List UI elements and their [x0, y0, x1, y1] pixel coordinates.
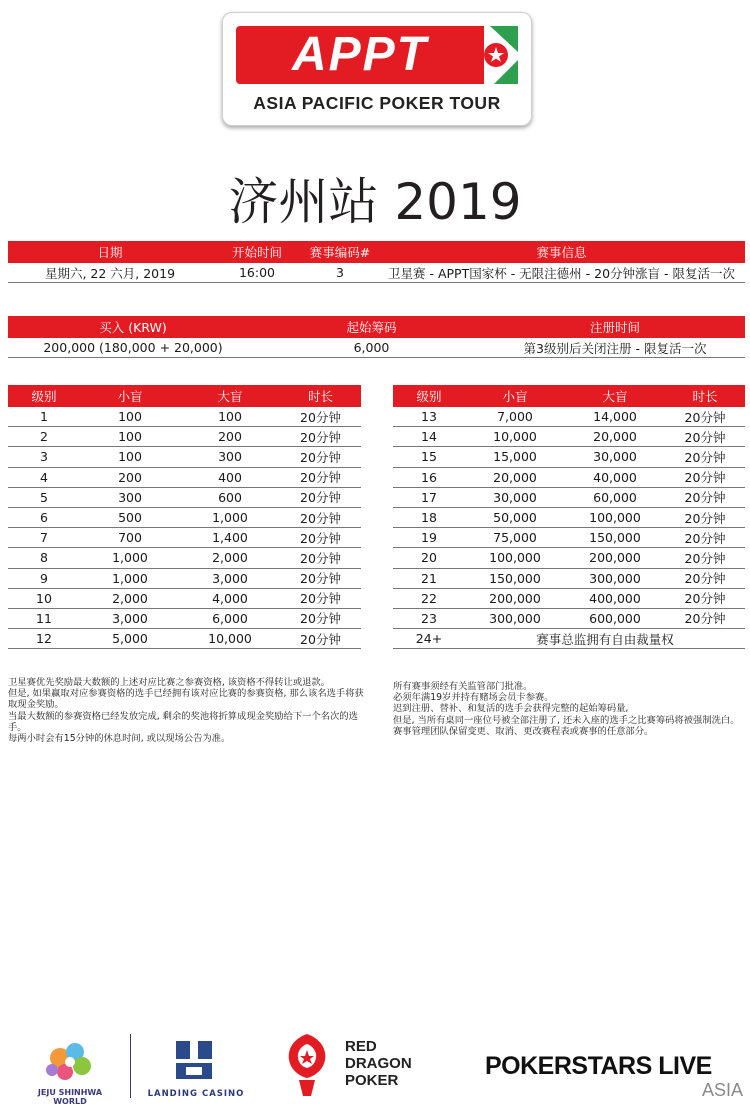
- big-blind: 150,000: [565, 528, 665, 548]
- big-blind: 200,000: [565, 548, 665, 568]
- header-big-blind: 大盲: [180, 385, 280, 407]
- buyin-value: 200,000 (180,000 + 20,000): [8, 338, 258, 358]
- level-number: 8: [8, 548, 80, 568]
- big-blind: 4,000: [180, 588, 280, 608]
- buyin-table: [8, 316, 745, 358]
- table-row: [8, 467, 361, 487]
- header-big-blind: 大盲: [565, 385, 665, 407]
- level-number: 24+: [393, 629, 465, 649]
- big-blind: 6,000: [180, 608, 280, 628]
- duration: 20分钟: [665, 548, 745, 568]
- duration: 20分钟: [665, 568, 745, 588]
- table-row: [393, 608, 745, 628]
- level-number: 19: [393, 528, 465, 548]
- duration: 20分钟: [280, 467, 361, 487]
- small-blind: 7,000: [465, 407, 565, 427]
- note-line: 必须年满19岁并持有赌场会员卡参赛。: [393, 692, 554, 704]
- header-start-time: 开始时间: [212, 241, 302, 263]
- table-row: [8, 427, 361, 447]
- notes-right: [393, 681, 748, 737]
- level-number: 4: [8, 467, 80, 487]
- table-row: [393, 427, 745, 447]
- duration: 20分钟: [280, 407, 361, 427]
- table-row: [8, 487, 361, 507]
- notes-left: [8, 677, 368, 744]
- landing-casino-logo: [140, 1035, 252, 1101]
- small-blind: 75,000: [465, 528, 565, 548]
- level-number: 16: [393, 467, 465, 487]
- big-blind: 30,000: [565, 447, 665, 467]
- event-start-time: 16:00: [212, 263, 302, 283]
- pokerstars-label: POKERSTARS LIVE: [485, 1052, 712, 1080]
- big-blind: 600,000: [565, 608, 665, 628]
- note-line: 但是, 如果赢取对应参赛资格的选手已经拥有该对应比赛的参赛资格, 那么该名选手将获取现金奖励。: [8, 688, 364, 711]
- duration: 20分钟: [665, 507, 745, 527]
- small-blind: 1,000: [80, 568, 180, 588]
- table-row: [393, 528, 745, 548]
- appt-logo-word: APPT: [291, 28, 428, 81]
- small-blind: 200,000: [465, 588, 565, 608]
- small-blind: 1,000: [80, 548, 180, 568]
- level-number: 6: [8, 507, 80, 527]
- appt-logo: [222, 12, 532, 126]
- big-blind: 2,000: [180, 548, 280, 568]
- table-row: [393, 467, 745, 487]
- levels-right-body: [393, 407, 745, 629]
- note-line: 每两小时会有15分钟的休息时间, 或以现场公告为准。: [8, 733, 231, 745]
- jeju-shinhwa-world-logo: [20, 1032, 120, 1106]
- table-row: [8, 507, 361, 527]
- landing-emblem-icon: [140, 1035, 252, 1087]
- big-blind: 40,000: [565, 467, 665, 487]
- small-blind: 30,000: [465, 487, 565, 507]
- small-blind: 50,000: [465, 507, 565, 527]
- big-blind: 20,000: [565, 427, 665, 447]
- note-line: 当最大数额的参赛资格已经发放完成, 剩余的奖池将折算成现金奖励给下一个名次的选手。: [8, 710, 358, 733]
- level-number: 21: [393, 568, 465, 588]
- note-line: 赛事管理团队保留变更、取消、更改赛程表或赛事的任意部分。: [393, 725, 654, 737]
- small-blind: 150,000: [465, 568, 565, 588]
- pokerstars-live-logo: [485, 1040, 747, 1102]
- table-row: [8, 263, 745, 283]
- header-level: 级别: [8, 385, 80, 407]
- page-title: 济州站 2019: [228, 173, 522, 231]
- duration: 20分钟: [665, 528, 745, 548]
- red-dragon-line: DRAGON: [345, 1055, 412, 1072]
- header-event-code: 赛事编码#: [302, 241, 378, 263]
- big-blind: 300,000: [565, 568, 665, 588]
- level-number: 10: [8, 588, 80, 608]
- level-number: 17: [393, 487, 465, 507]
- level-number: 20: [393, 548, 465, 568]
- big-blind: 400: [180, 467, 280, 487]
- big-blind: 14,000: [565, 407, 665, 427]
- event-code: 3: [302, 263, 378, 283]
- pokerstars-region-label: ASIA: [701, 1080, 743, 1100]
- header-duration: 时长: [280, 385, 361, 407]
- table-row: [8, 588, 361, 608]
- header-small-blind: 小盲: [465, 385, 565, 407]
- small-blind: 700: [80, 528, 180, 548]
- header-duration: 时长: [665, 385, 745, 407]
- table-row: [8, 528, 361, 548]
- table-row: [393, 588, 745, 608]
- small-blind: 100,000: [465, 548, 565, 568]
- level-number: 13: [393, 407, 465, 427]
- level-number: 14: [393, 427, 465, 447]
- appt-spade-emblem: [484, 26, 518, 84]
- header-event-info: 赛事信息: [378, 241, 745, 263]
- level-number: 7: [8, 528, 80, 548]
- table-row: [393, 548, 745, 568]
- event-info: 卫星赛 - APPT国家杯 - 无限注德州 - 20分钟涨盲 - 限复活一次: [378, 263, 745, 283]
- level-number: 9: [8, 568, 80, 588]
- table-row: [8, 629, 361, 649]
- table-row: [393, 629, 745, 649]
- level-number: 23: [393, 608, 465, 628]
- duration: 20分钟: [280, 548, 361, 568]
- small-blind: 100: [80, 407, 180, 427]
- level-number: 12: [8, 629, 80, 649]
- duration: 20分钟: [280, 608, 361, 628]
- small-blind: 2,000: [80, 588, 180, 608]
- duration: 20分钟: [280, 528, 361, 548]
- blind-levels-table-right: [393, 385, 745, 649]
- level-number: 22: [393, 588, 465, 608]
- level-number: 3: [8, 447, 80, 467]
- duration: 20分钟: [280, 447, 361, 467]
- table-row: [393, 447, 745, 467]
- landing-label: LANDING CASINO: [147, 1089, 245, 1099]
- big-blind: 10,000: [180, 629, 280, 649]
- duration: 20分钟: [665, 447, 745, 467]
- small-blind: 200: [80, 467, 180, 487]
- note-line: 卫星赛优先奖励最大数额的上述对应比赛之参赛资格, 该资格不得转让或退款。: [8, 677, 331, 688]
- duration: 20分钟: [280, 427, 361, 447]
- note-line: 所有赛事须经有关监管部门批准。: [393, 681, 533, 692]
- table-row: [393, 568, 745, 588]
- dragon-icon: [275, 1030, 339, 1100]
- blind-levels-table-left: [8, 385, 361, 649]
- duration: 20分钟: [665, 608, 745, 628]
- small-blind: 300,000: [465, 608, 565, 628]
- big-blind: 1,000: [180, 507, 280, 527]
- starting-stack-value: 6,000: [258, 338, 485, 358]
- duration: 20分钟: [280, 507, 361, 527]
- levels-left-body: [8, 407, 361, 649]
- header-starting-stack: 起始筹码: [258, 316, 485, 338]
- level-number: 11: [8, 608, 80, 628]
- appt-logo-subtitle: ASIA PACIFIC POKER TOUR: [253, 93, 501, 113]
- table-row: [393, 487, 745, 507]
- level-number: 15: [393, 447, 465, 467]
- table-row: [8, 407, 361, 427]
- red-dragon-line: POKER: [345, 1072, 399, 1089]
- small-blind: 500: [80, 507, 180, 527]
- red-dragon-line: RED: [345, 1038, 377, 1055]
- duration: 20分钟: [665, 427, 745, 447]
- director-discretion-note: 赛事总监拥有自由裁量权: [465, 629, 745, 649]
- small-blind: 100: [80, 427, 180, 447]
- small-blind: 10,000: [465, 427, 565, 447]
- small-blind: 3,000: [80, 608, 180, 628]
- small-blind: 20,000: [465, 467, 565, 487]
- header-registration: 注册时间: [485, 316, 745, 338]
- level-number: 2: [8, 427, 80, 447]
- duration: 20分钟: [665, 588, 745, 608]
- note-line: 迟到注册、替补、和复活的选手会获得完整的起始筹码量,: [393, 703, 629, 715]
- note-line: 但是, 当所有桌同一座位号被全部注册了, 还未入座的选手之比赛筹码将被强制洗白。: [393, 714, 740, 726]
- registration-value: 第3级别后关闭注册 - 限复活一次: [485, 338, 745, 358]
- table-row: [393, 407, 745, 427]
- duration: 20分钟: [280, 487, 361, 507]
- big-blind: 100,000: [565, 507, 665, 527]
- duration: 20分钟: [280, 588, 361, 608]
- table-row: [8, 338, 745, 358]
- small-blind: 300: [80, 487, 180, 507]
- table-row: [8, 548, 361, 568]
- header-level: 级别: [393, 385, 465, 407]
- jeju-label: JEJU SHINHWA WORLD: [37, 1088, 103, 1106]
- duration: 20分钟: [280, 568, 361, 588]
- big-blind: 100: [180, 407, 280, 427]
- header-small-blind: 小盲: [80, 385, 180, 407]
- small-blind: 15,000: [465, 447, 565, 467]
- big-blind: 1,400: [180, 528, 280, 548]
- big-blind: 600: [180, 487, 280, 507]
- table-row: [8, 608, 361, 628]
- level-number: 1: [8, 407, 80, 427]
- big-blind: 400,000: [565, 588, 665, 608]
- table-row: [8, 568, 361, 588]
- jeju-emblem-icon: [20, 1032, 120, 1088]
- table-row: [393, 507, 745, 527]
- duration: 20分钟: [280, 629, 361, 649]
- big-blind: 300: [180, 447, 280, 467]
- red-dragon-poker-logo: [275, 1030, 435, 1100]
- big-blind: 200: [180, 427, 280, 447]
- table-row: [8, 447, 361, 467]
- red-dragon-label: [345, 1038, 435, 1089]
- event-date: 星期六, 22 六月, 2019: [8, 263, 212, 283]
- event-info-table: [8, 241, 745, 283]
- footer-divider: [130, 1034, 131, 1098]
- big-blind: 3,000: [180, 568, 280, 588]
- header-date: 日期: [8, 241, 212, 263]
- level-number: 18: [393, 507, 465, 527]
- big-blind: 60,000: [565, 487, 665, 507]
- small-blind: 5,000: [80, 629, 180, 649]
- header-buyin: 买入 (KRW): [8, 316, 258, 338]
- duration: 20分钟: [665, 467, 745, 487]
- duration: 20分钟: [665, 407, 745, 427]
- duration: 20分钟: [665, 487, 745, 507]
- small-blind: 100: [80, 447, 180, 467]
- level-number: 5: [8, 487, 80, 507]
- appt-logo-banner: [236, 26, 484, 84]
